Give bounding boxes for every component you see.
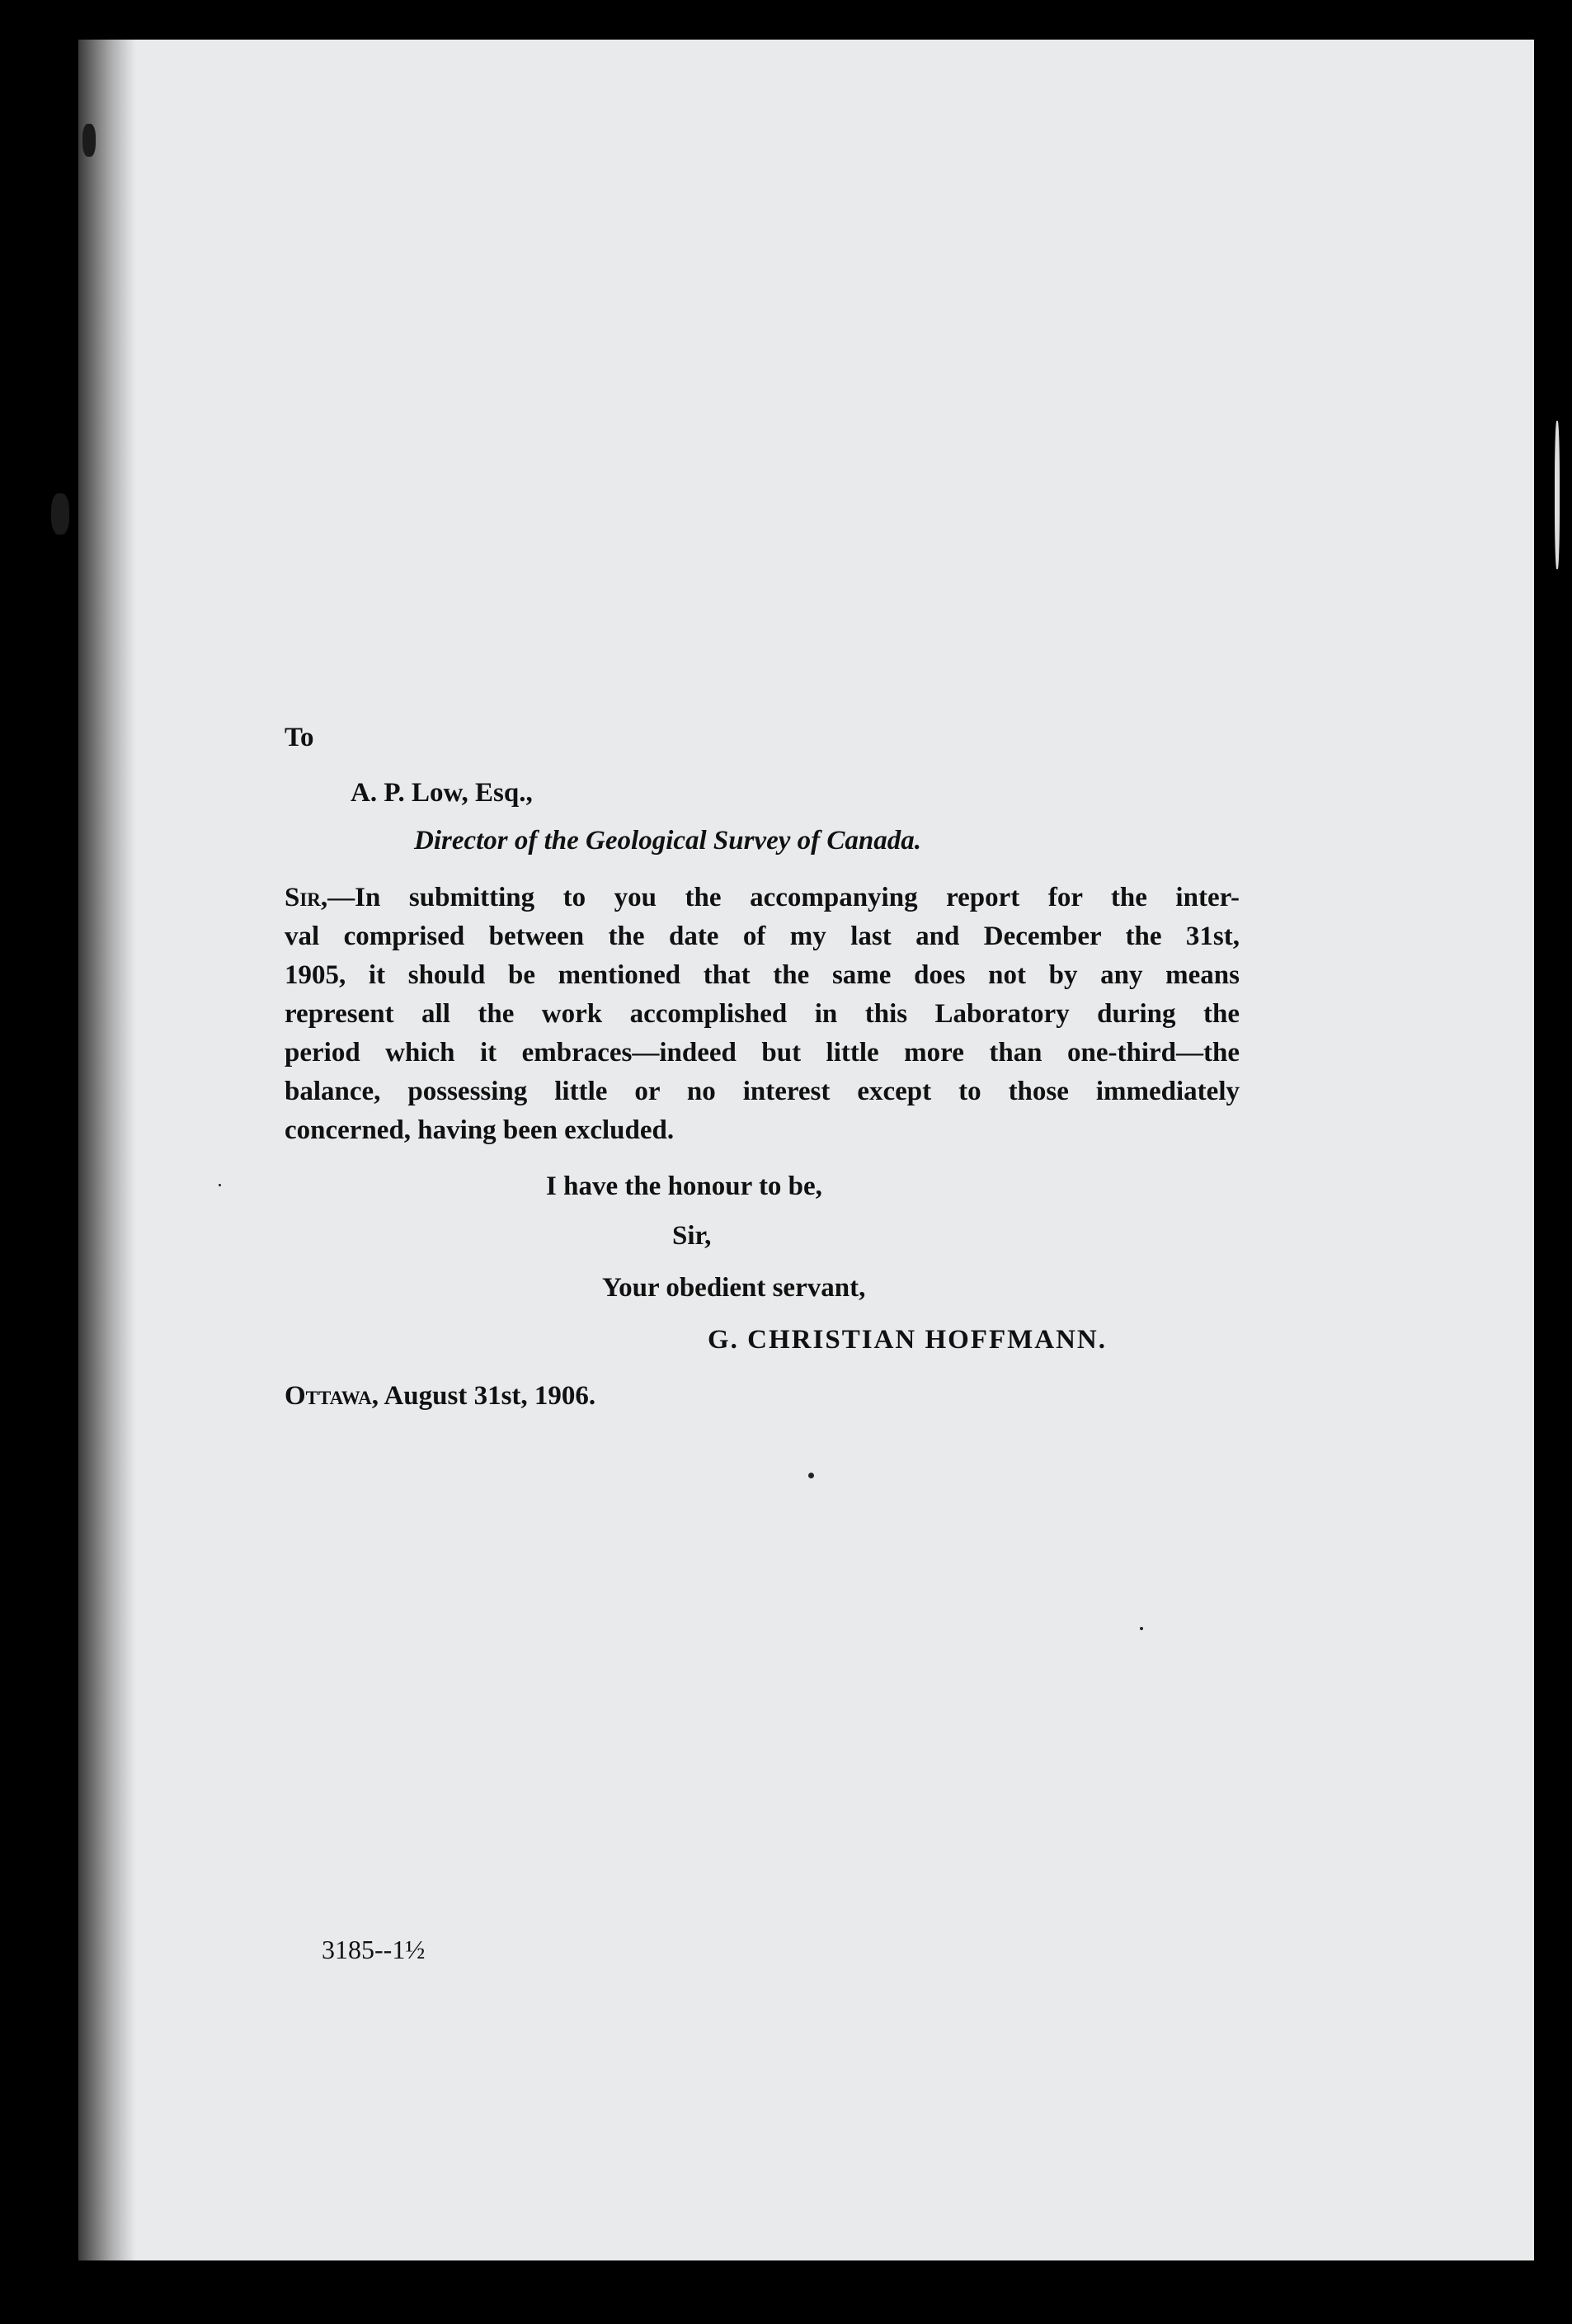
closing-line: I have the honour to be, [546, 1171, 822, 1201]
body-line: concerned, having been excluded. [285, 1115, 675, 1145]
page-binding-shadow [78, 40, 136, 2260]
document-page [78, 40, 1534, 2260]
scan-border-top [0, 0, 1572, 40]
binding-tick [1555, 421, 1560, 569]
body-line: 1905, it should be mentioned that the same does not by any means [285, 960, 1240, 990]
closing-line: Sir, [672, 1221, 712, 1251]
date: August 31st, 1906. [379, 1381, 596, 1411]
addressee-title: Director of the Geological Survey of Canada. [414, 826, 922, 856]
printer-mark: 3185--1½ [322, 1935, 426, 1964]
closing-line: Your obedient servant, [602, 1273, 866, 1303]
binding-hole [51, 493, 69, 535]
signature: G. CHRISTIAN HOFFMANN. [708, 1325, 1108, 1355]
scan-speck [808, 1473, 814, 1478]
scan-border-right [1534, 0, 1572, 2324]
body-line: val comprised between the date of my last and December the 31st, [285, 922, 1240, 951]
body-line: balance, possessing little or no interest except to those immediately [285, 1077, 1240, 1106]
body-line: represent all the work accomplished in this Laboratory during the [285, 999, 1240, 1029]
place: Ottawa, [285, 1381, 379, 1411]
body-line [285, 879, 1240, 917]
binding-hole [82, 124, 96, 157]
scan-border-bottom [0, 2260, 1572, 2324]
place-date [285, 1383, 595, 1410]
salutation-to: To [285, 723, 314, 752]
scan-speck [1140, 1627, 1143, 1630]
addressee-name: A. P. Low, Esq., [351, 778, 533, 808]
scan-border-left [0, 0, 78, 2324]
letter-body [285, 879, 1240, 1150]
scan-speck [219, 1184, 221, 1186]
body-line-text: —In submitting to you the accompanying report for the inter- [327, 883, 1240, 912]
body-line: period which it embraces—indeed but little more than one-third—the [285, 1038, 1240, 1068]
body-lead: Sir, [285, 883, 328, 912]
